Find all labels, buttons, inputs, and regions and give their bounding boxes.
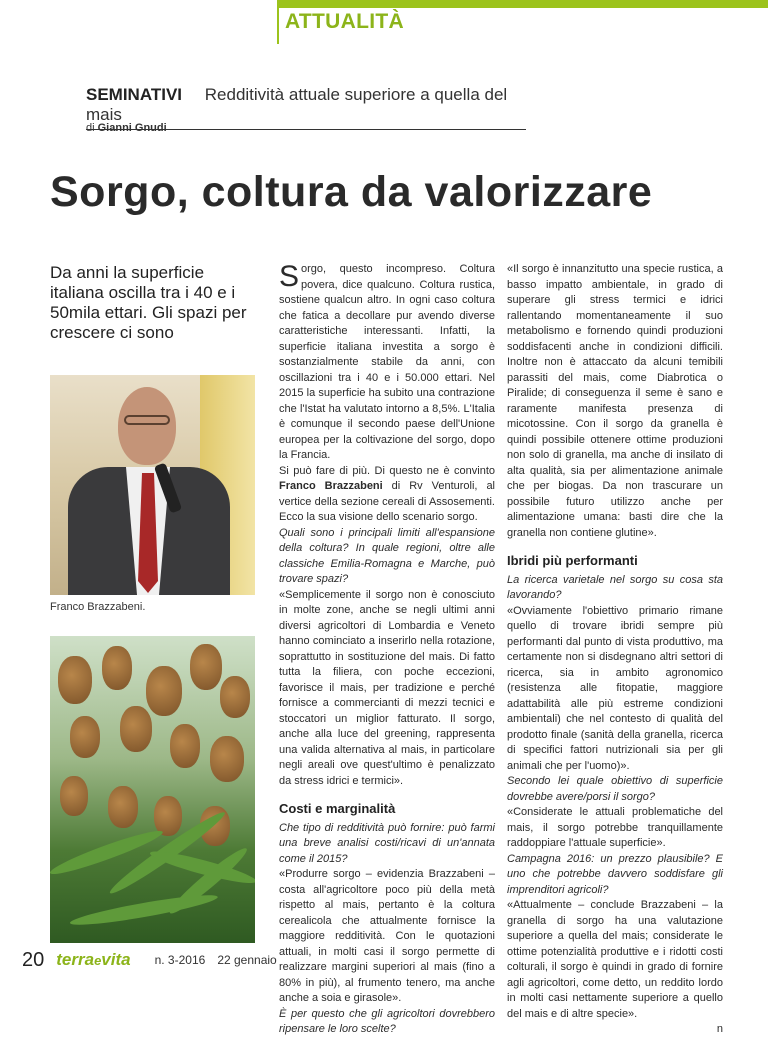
paragraph-interviewee: [279, 464, 495, 526]
sorghum-panicle: [210, 736, 244, 782]
answer-1: «Semplicemente il sorgo non è conosciuto in molte zone, anche se negli ultimi anni diversi agricoltori di Lombardia e Veneto hanno cominciato a inserirlo nella rotazione, soprattutto in sostituzione del mais. Di fatto tutta la filiera, con poche eccezioni, favorisce il mais, per tradizione e perché fornisce a commercianti di mezzi tecnici e stoccatori un miglior fatturato. Il sorgo, anche alla luce del greening, rappresenta una valida alternativa al mais, in particolare negli areali ove quest'ultimo è penalizzato da stress idrici e termici».: [279, 588, 495, 787]
paragraph-intro: [279, 262, 495, 464]
question-2: Che tipo di redditività può fornire: può farmi una breve analisi costi/ricavi di un'annata come il 2015?: [279, 821, 495, 865]
article-column-3: [507, 262, 723, 1038]
answer-5: «Considerate le attuali problematiche del mais, il sorgo potrebbe tranquillamente raddoppiare l'attuale superficie».: [507, 806, 723, 849]
logo-right: vita: [101, 950, 131, 969]
question-4: La ricerca varietale nel sorgo su cosa sta lavorando?: [507, 573, 723, 601]
sorghum-panicle: [60, 776, 88, 816]
issue-number: n. 3-2016: [154, 953, 206, 967]
headline: Sorgo, coltura da valorizzare: [50, 168, 653, 216]
sorghum-panicle: [190, 644, 222, 690]
byline: [86, 122, 167, 134]
end-mark: n: [716, 1023, 723, 1035]
magazine-logo: [56, 950, 130, 970]
answer-4: «Ovviamente l'obiettivo primario rimane quello di trovare ibridi sempre più performanti dal punto di vista produttivo, ma certamente non si disdegnano altri settori di ricerca, sia in ambito agronomico (resistenza alle fitopatie, maggiore adattabilità alle più estreme condizioni ambientali) che nel contesto di qualità del prodotto finale (sanità della granella, ricerca di specifici fattori nutrizionali sia per gli animali che per l'uomo)».: [507, 604, 723, 772]
dropcap: S: [279, 260, 300, 293]
intro-text: orgo, questo incompreso. Coltura povera, dice qualcuno. Coltura rustica, sostiene qualcun altro. In ogni caso coltura che fatica a decollare pur avendo diverse caratteristiche interessanti. Infatti, la superficie italiana investita a sorgo è sostanzialmente stabile da anni, con oscillazioni tra i 40 e i 50.000 ettari. Nel 2015 la superficie ha subito una contrazione che l'Istat ha valutato intorno a 8,5%. L'Italia è comunque il secondo paese dell'Unione europea per la coltivazione del sorgo, dopo la Francia.: [279, 263, 495, 461]
question-5: Secondo lei quale obiettivo di superficie dovrebbe avere/porsi il sorgo?: [507, 775, 723, 803]
sorghum-field-photo: [50, 636, 255, 943]
issue-date: 22 gennaio: [217, 953, 277, 967]
question-3: È per questo che gli agricoltori dovrebbero ripensare le loro scelte?: [279, 1007, 495, 1035]
sorghum-panicle: [120, 706, 152, 752]
photo-glasses: [124, 415, 170, 425]
answer-2: «Produrre sorgo – evidenzia Brazzabeni – costa all'agricoltore poco più della metà rispetto al mais, pertanto è la coltura cerealicola che attualmente fornisce la maggiore redditività. Con le quotazioni attuali, in molti casi il sorgo permette di realizzare margini superiori al mais (fino a 80% in più), al frumento tenero, ma anche anche a soia e girasole».: [279, 868, 495, 1004]
answer-6: «Attualmente – conclude Brazzabeni – la granella di sorgo ha una valutazione superiore a quella del mais; considerate le ottime potenzialità produttive e i ridotti costi colturali, il sorgo è quindi in grado di fornire agli agricoltori, come detto, un reddito lordo in molti casi nettamente superiore a quello del mais e di altre specie».: [507, 899, 723, 1020]
logo-amp: e: [94, 953, 102, 968]
interviewee-post: di Rv Venturoli, al vertice della sezione cereali di Assosementi. Ecco la sua visione dello scenario sorgo.: [279, 480, 495, 523]
rubric-category: SEMINATIVI: [86, 85, 183, 104]
section-label: ATTUALITÀ: [285, 10, 404, 33]
sorghum-panicle: [102, 646, 132, 690]
page-footer: [22, 947, 277, 973]
question-1: Quali sono i principali limiti all'espansione della coltura? In quale regioni, oltre alle classiche Emilia-Romagna e Marche, può trovare spazi?: [279, 526, 495, 585]
sorghum-panicle: [58, 656, 92, 704]
answer-3: «Il sorgo è innanzitutto una specie rustica, a basso impatto ambientale, in grado di superare gli stress termici e idrici rallentando momentaneamente il suo metabolismo e fornendo quindi produzioni soddisfacenti anche in condizioni difficili. Inoltre non è attaccato da alcuni temibili parassiti del mais, come Diabrotica o Piralide; di conseguenza il seme è sano e raramente manifesta presenza di micotossine. Con il sorgo da granella è quindi possibile ottenere ottime produzioni non solo di granella, ma anche di insilato di alta qualità, sia per alimentazione animale che per biogas. Da non trascurare un possibile futuro utilizzo anche per alimentazione umana: basti dire che la granella non contiene glutine».: [507, 263, 723, 539]
sorghum-panicle: [108, 786, 138, 828]
logo-left: terra: [56, 950, 95, 969]
subheading-ibridi: Ibridi più performanti: [507, 553, 638, 568]
byline-author: Gianni Gnudi: [97, 122, 167, 134]
byline-prefix: di: [86, 122, 95, 134]
question-6: Campagna 2016: un prezzo plausibile? E uno che potrebbe davvero soddisfare gli imprenditori agricoli?: [507, 852, 723, 896]
top-accent-bar: [277, 0, 768, 8]
page-number: 20: [22, 948, 45, 971]
sorghum-panicle: [170, 724, 200, 768]
photo-caption: Franco Brazzabeni.: [50, 601, 146, 613]
subheading-costi: Costi e marginalità: [279, 801, 396, 816]
article-column-2: [279, 262, 495, 1038]
sorghum-panicle: [146, 666, 182, 716]
interviewee-pre: Si può fare di più. Di questo ne è convinto: [279, 464, 495, 477]
sorghum-panicle: [70, 716, 100, 758]
rubric-subtitle: Redditività attuale superiore a quella del mais: [86, 85, 508, 124]
standfirst: Da anni la superficie italiana oscilla tra i 40 e i 50mila ettari. Gli spazi per crescere ci sono: [50, 263, 247, 342]
photo-head: [118, 387, 176, 465]
portrait-photo: [50, 375, 255, 595]
sorghum-panicle: [220, 676, 250, 718]
top-accent-line: [277, 0, 279, 44]
interviewee-name: Franco Brazzabeni: [279, 480, 383, 492]
